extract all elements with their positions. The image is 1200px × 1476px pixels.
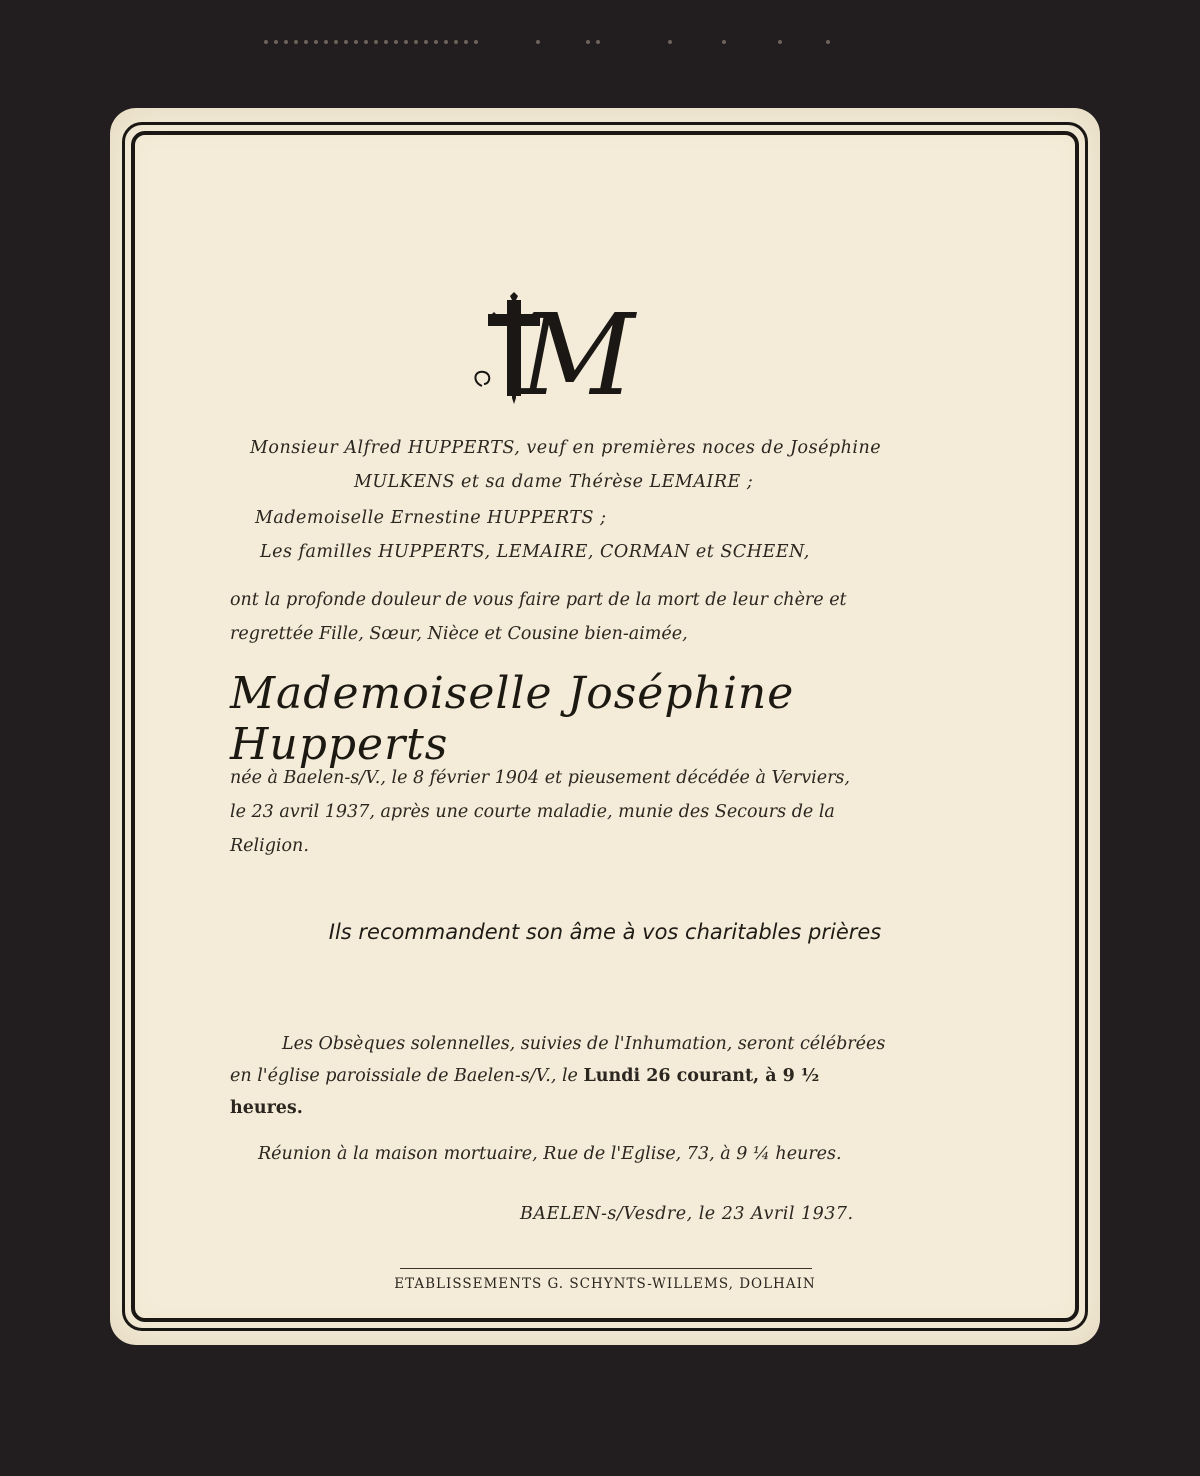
- text-line-4: Les familles HUPPERTS, LEMAIRE, CORMAN et SCHEEN,: [260, 542, 810, 562]
- text-line-8: le 23 avril 1937, après une courte maladie, munie des Secours de la: [230, 802, 835, 822]
- text-line-10: Les Obsèques solennelles, suivies de l'Inhumation, seront célébrées: [282, 1034, 886, 1054]
- recommendation-heading: Ils recommandent son âme à vos charitables prières: [328, 920, 882, 944]
- funeral-date-time: Lundi 26 courant, à 9 ½: [583, 1066, 820, 1086]
- text-line-13: Réunion à la maison mortuaire, Rue de l'Eglise, 73, à 9 ¼ heures.: [258, 1144, 842, 1164]
- cross-monogram: [462, 286, 652, 412]
- text-line-1: Monsieur Alfred HUPPERTS, veuf en premières noces de Joséphine: [250, 438, 882, 458]
- place-and-date: BAELEN-s/Vesdre, le 23 Avril 1937.: [520, 1204, 854, 1224]
- monogram-letter: M: [520, 291, 635, 412]
- text-line-5: ont la profonde douleur de vous faire part de la mort de leur chère et: [230, 590, 847, 610]
- text-line-11: [230, 1066, 819, 1086]
- printer-credit: ETABLISSEMENTS G. SCHYNTS-WILLEMS, DOLHAIN: [394, 1276, 816, 1292]
- mourning-card: [110, 108, 1100, 1345]
- text-line-2: MULKENS et sa dame Thérèse LEMAIRE ;: [354, 472, 754, 492]
- funeral-location: en l'église paroissiale de Baelen-s/V., le: [230, 1066, 584, 1086]
- deceased-name: Mademoiselle Joséphine Hupperts: [230, 668, 795, 770]
- text-line-3: Mademoiselle Ernestine HUPPERTS ;: [255, 508, 607, 528]
- perforation-marks: [262, 36, 842, 48]
- text-line-6: regrettée Fille, Sœur, Nièce et Cousine bien-aimée,: [230, 624, 688, 644]
- text-line-9: Religion.: [230, 836, 309, 856]
- printer-rule: [400, 1268, 812, 1269]
- text-line-12: heures.: [230, 1098, 303, 1118]
- text-line-7: née à Baelen-s/V., le 8 février 1904 et pieusement décédée à Verviers,: [230, 768, 850, 788]
